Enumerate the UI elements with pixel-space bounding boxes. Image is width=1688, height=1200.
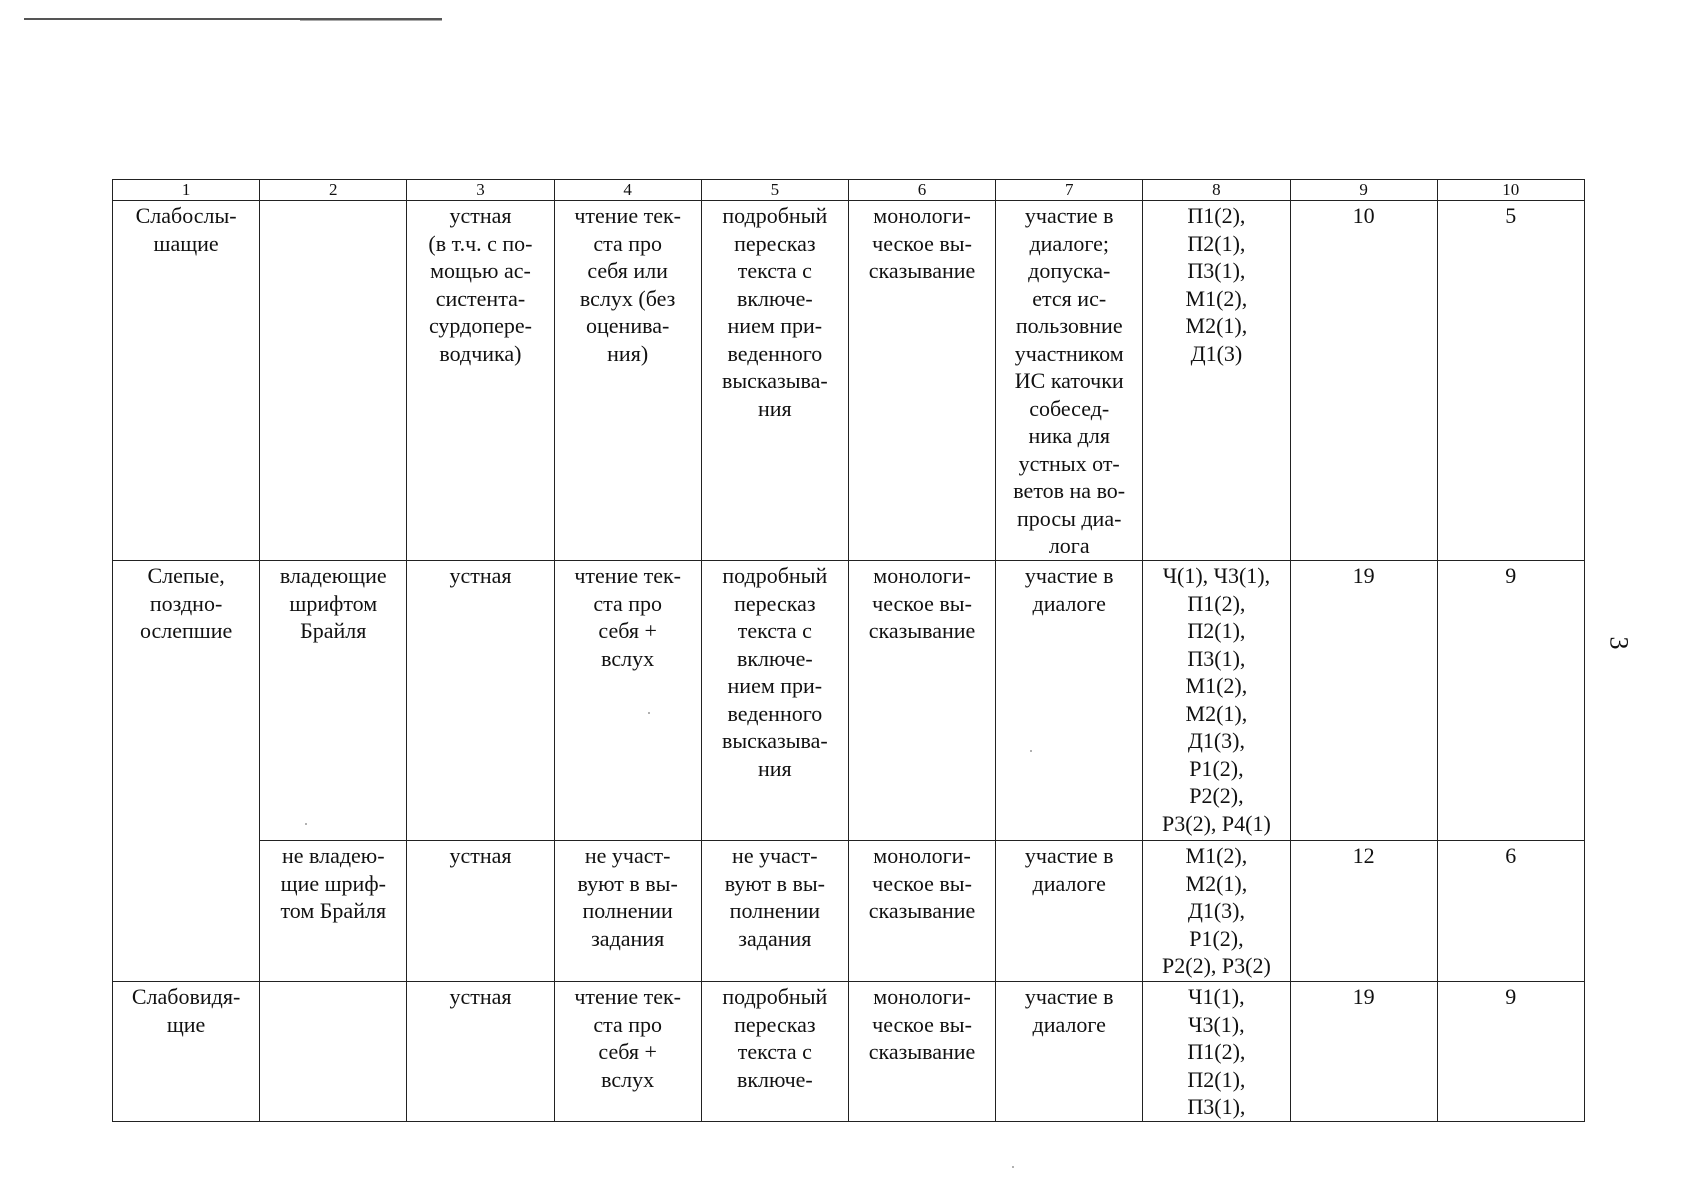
monologue-cell: монологи- ческое вы- сказывание [848,201,995,561]
header-cell: 8 [1143,180,1290,201]
score-cell: 19 [1290,561,1437,841]
page-number: 3 [1604,636,1634,650]
form-cell: устная [407,841,554,982]
retelling-cell: подробный пересказ текста с включе- [701,982,848,1122]
monologue-cell: монологи- ческое вы- сказывание [848,982,995,1122]
dialogue-cell: участие в диалоге [996,561,1143,841]
score-cell: 6 [1437,841,1584,982]
subcategory-cell [260,982,407,1122]
dialogue-cell: участие в диалоге; допуска- ется ис- пользовние участником ИС каточки собесед- ника для устных от- ветов на во- просы диа- лога [996,201,1143,561]
score-cell: 10 [1290,201,1437,561]
header-cell: 3 [407,180,554,201]
retelling-cell: подробный пересказ текста с включе- нием при- веденного высказыва- ния [701,201,848,561]
subcategory-cell: владеющие шрифтом Брайля [260,561,407,841]
score-cell: 9 [1437,561,1584,841]
form-cell: устная [407,982,554,1122]
criteria-cell: Ч1(1), Ч3(1), П1(2), П2(1), П3(1), [1143,982,1290,1122]
dialogue-cell: участие в диалоге [996,982,1143,1122]
reading-cell: не участ- вуют в вы- полнении задания [554,841,701,982]
score-cell: 19 [1290,982,1437,1122]
form-cell: устная [407,561,554,841]
header-cell: 5 [701,180,848,201]
monologue-cell: монологи- ческое вы- сказывание [848,841,995,982]
header-row [113,180,1585,201]
reading-cell: чтение тек- ста про себя + вслух [554,561,701,841]
monologue-cell: монологи- ческое вы- сказывание [848,561,995,841]
form-cell: устная (в т.ч. с по- мощью ас- систента- сурдопере- водчика) [407,201,554,561]
criteria-cell: М1(2), М2(1), Д1(3), Р1(2), Р2(2), Р3(2) [1143,841,1290,982]
subcategory-cell: не владею- щие шриф- том Брайля [260,841,407,982]
table-row [113,201,1585,561]
top-rule-faint [300,20,442,21]
header-cell: 2 [260,180,407,201]
criteria-cell: П1(2), П2(1), П3(1), М1(2), М2(1), Д1(3) [1143,201,1290,561]
header-cell: 7 [996,180,1143,201]
category-cell: Слабослы- шащие [113,201,260,561]
category-cell: Слабовидя- щие [113,982,260,1122]
header-cell: 4 [554,180,701,201]
score-cell: 5 [1437,201,1584,561]
reading-cell: чтение тек- ста про себя или вслух (без оценива- ния) [554,201,701,561]
category-cell: Слепые, поздно- ослепшие [113,561,260,982]
dialogue-cell: участие в диалоге [996,841,1143,982]
retelling-cell: подробный пересказ текста с включе- нием при- веденного высказыва- ния [701,561,848,841]
score-cell: 12 [1290,841,1437,982]
retelling-cell: не участ- вуют в вы- полнении задания [701,841,848,982]
header-cell: 10 [1437,180,1584,201]
subcategory-cell [260,201,407,561]
table-row [113,561,1585,841]
scan-speck [1012,1166,1014,1168]
header-cell: 6 [848,180,995,201]
criteria-cell: Ч(1), Ч3(1), П1(2), П2(1), П3(1), М1(2), М2(1), Д1(3), Р1(2), Р2(2), Р3(2), Р4(1) [1143,561,1290,841]
assessment-table [112,179,1585,1122]
header-cell: 9 [1290,180,1437,201]
table-row [113,841,1585,982]
table-row [113,982,1585,1122]
reading-cell: чтение тек- ста про себя + вслух [554,982,701,1122]
score-cell: 9 [1437,982,1584,1122]
header-cell: 1 [113,180,260,201]
